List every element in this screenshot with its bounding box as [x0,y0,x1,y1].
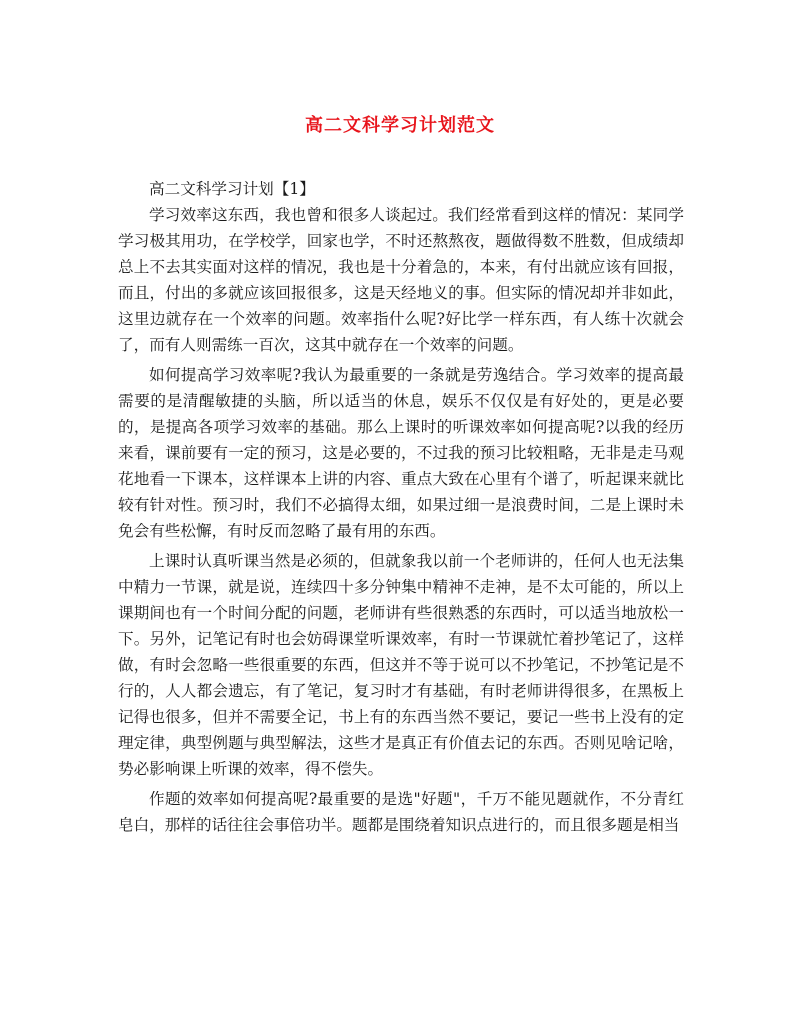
section-heading: 高二文科学习计划【1】 [149,180,315,198]
document-title: 高二文科学习计划范文 [305,115,495,136]
paragraph-1: 学习效率这东西，我也曾和很多人谈起过。我们经常看到这样的情况：某同学学习极其用功，在学校学，回家也学，不时还熬熬夜，题做得数不胜数，但成绩却总上不去其实面对这样的情况，我也是十分着急的，本来，有付出就应该有回报，而且，付出的多就应该回报很多，这是天经地义的事。但实际的情况却并非如此，这里边就存在一个效率的问题。效率指什么呢?好比学一样东西，有人练十次就会了，而有人则需练一百次，这其中就存在一个效率的问题。 [118,206,684,354]
document-body [118,176,684,842]
paragraph-4: 作题的效率如何提高呢?最重要的是选"好题"，千万不能见题就作，不分青红皂白，那样的话往往会事倍功半。题都是围绕着知识点进行的，而且很多题是相当 [118,790,684,834]
paragraph-3: 上课时认真听课当然是必须的，但就象我以前一个老师讲的，任何人也无法集中精力一节课，就是说，连续四十多分钟集中精神不走神，是不太可能的，所以上课期间也有一个时间分配的问题，老师讲有些很熟悉的东西时，可以适当地放松一下。另外，记笔记有时也会妨碍课堂听课效率，有时一节课就忙着抄笔记了，这样做，有时会忽略一些很重要的东西，但这并不等于说可以不抄笔记，不抄笔记是不行的，人人都会遗忘，有了笔记，复习时才有基础，有时老师讲得很多，在黑板上记得也很多，但并不需要全记，书上有的东西当然不要记，要记一些书上没有的定理定律，典型例题与典型解法，这些才是真正有价值去记的东西。否则见啥记啥，势必影响课上听课的效率，得不偿失。 [118,552,684,778]
paragraph-2: 如何提高学习效率呢?我认为最重要的一条就是劳逸结合。学习效率的提高最需要的是清醒敏捷的头脑，所以适当的休息，娱乐不仅仅是有好处的，更是必要的，是提高各项学习效率的基础。那么上课时的听课效率如何提高呢?以我的经历来看，课前要有一定的预习，这是必要的，不过我的预习比较粗略，无非是走马观花地看一下课本，这样课本上讲的内容、重点大致在心里有个谱了，听起课来就比较有针对性。预习时，我们不必搞得太细，如果过细一是浪费时间，二是上课时未免会有些松懈，有时反而忽略了最有用的东西。 [118,366,684,540]
